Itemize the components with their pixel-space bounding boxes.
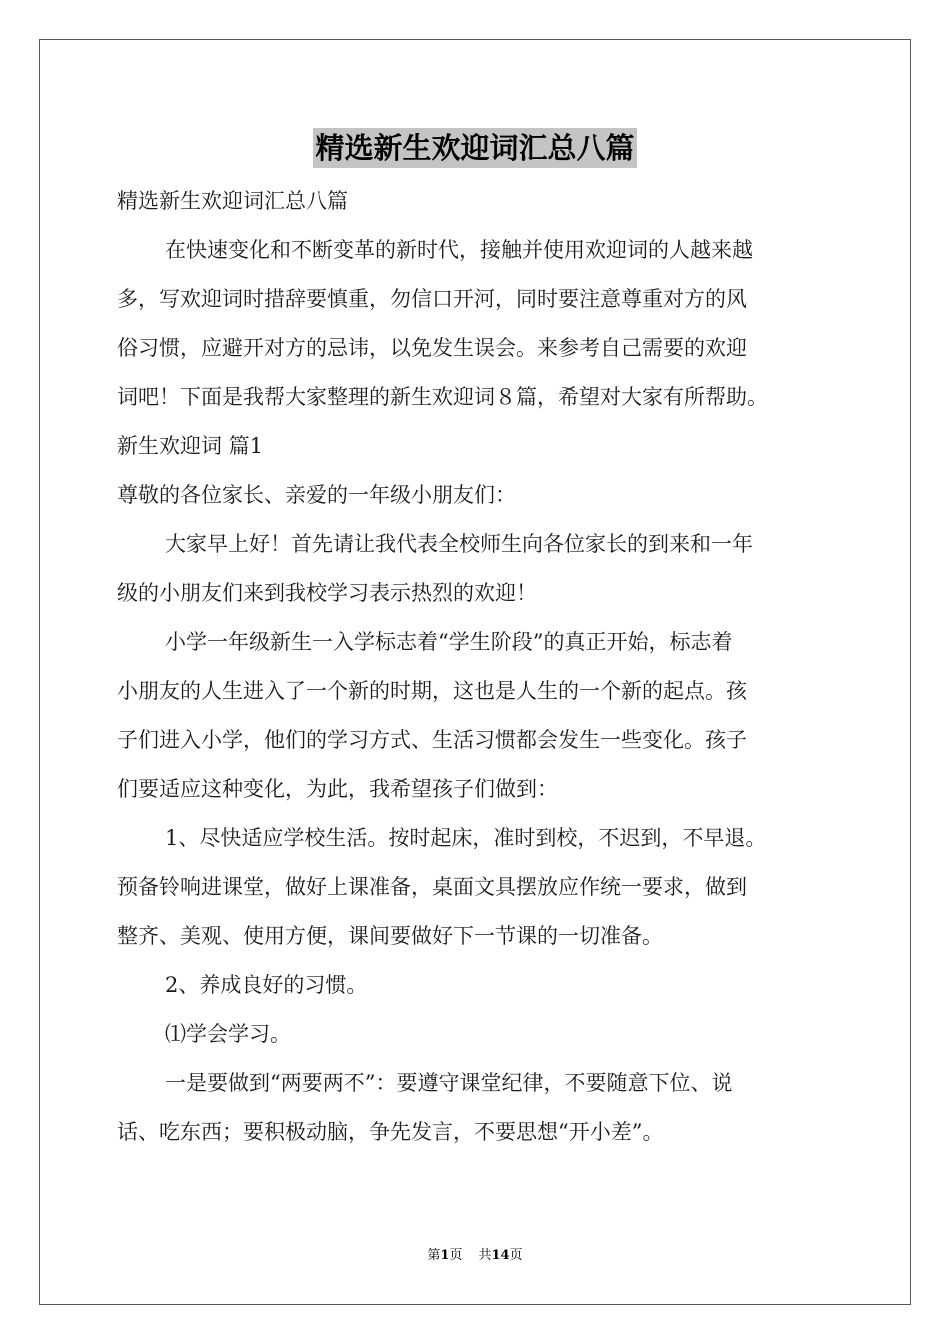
total-label-suffix: 页 [509,1248,523,1263]
body-line: 一是要做到“两要两不”：要遵守课堂纪律，不要随意下位、说 [165,1071,733,1095]
body-line: 在快速变化和不断变革的新时代，接触并使用欢迎词的人越来越 [165,238,753,262]
body-line: ⑴学会学习。 [165,1022,291,1046]
body-line: 精选新生欢迎词汇总八篇 [117,189,348,213]
body-line: 整齐、美观、使用方便，课间要做好下一节课的一切准备。 [117,924,663,948]
body-line: 新生欢迎词 篇1 [117,434,264,458]
body-line: 俗习惯，应避开对方的忌讳，以免发生误会。来参考自己需要的欢迎 [117,336,747,360]
document-body [117,177,847,1157]
body-line: 子们进入小学，他们的学习方式、生活习惯都会发生一些变化。孩子 [117,728,747,752]
body-line: 们要适应这种变化，为此，我希望孩子们做到： [117,777,558,801]
body-line: 大家早上好！首先请让我代表全校师生向各位家长的到来和一年 [165,532,753,556]
body-line: 小朋友的人生进入了一个新的时期，这也是人生的一个新的起点。孩 [117,679,747,703]
page-label-prefix: 第 [427,1248,441,1263]
body-line: 话、吃东西；要积极动脑，争先发言，不要思想“开小差”。 [117,1120,664,1144]
body-line: 小学一年级新生一入学标志着“学生阶段”的真正开始，标志着 [165,630,733,654]
page-number: 1 [440,1248,450,1263]
page-footer [0,1244,950,1263]
body-line: 级的小朋友们来到我校学习表示热烈的欢迎！ [117,581,537,605]
body-line: 多，写欢迎词时措辞要慎重，勿信口开河，同时要注意尊重对方的风 [117,287,747,311]
body-line: 1、尽快适应学校生活。按时起床，准时到校，不迟到，不早退。 [165,826,767,850]
body-line: 预备铃响进课堂，做好上课准备，桌面文具摆放应作统一要求，做到 [117,875,747,899]
document-title: 精选新生欢迎词汇总八篇 [313,128,636,168]
body-line: 尊敬的各位家长、亲爱的一年级小朋友们： [117,483,516,507]
body-line: 2、养成良好的习惯。 [165,973,368,997]
body-line: 词吧！下面是我帮大家整理的新生欢迎词８篇，希望对大家有所帮助。 [117,385,768,409]
title-wrap [0,128,950,168]
total-label-prefix: 共 [478,1248,492,1263]
total-pages: 14 [491,1248,510,1263]
page-label-suffix: 页 [449,1248,463,1263]
